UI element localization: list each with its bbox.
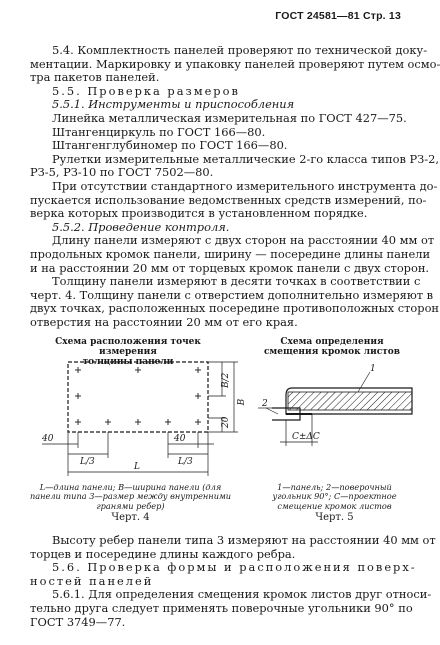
caption-line: Схема расположения точек измерения — [55, 337, 201, 357]
text-line: торцев и посередине длины каждого ребра. — [30, 546, 296, 561]
section-after-figures — [30, 533, 436, 629]
figure-5-caption — [252, 337, 412, 357]
text-line: пускается использование ведомственных средств измерений, по- — [30, 192, 427, 207]
legend-line: угольник 90°; C—проектное — [272, 491, 397, 502]
caption-line: толщины панели — [82, 357, 174, 367]
legend-line: смещение кромок листов — [277, 500, 392, 511]
text-line: Линейка металлическая измерительная по ГОСТ 427—75. — [52, 110, 407, 125]
text-line: Высоту ребер панели типа 3 измеряют на расстоянии 40 мм от — [52, 533, 436, 547]
text-line: ГОСТ 3749—77. — [30, 614, 126, 629]
dim-40-left: 40 — [42, 434, 54, 444]
text-line: отверстия на расстоянии 20 мм от его края. — [30, 314, 298, 329]
dim-20-label: 20 — [221, 416, 231, 428]
legend-line: L—длина панели; B—ширина панели (для — [39, 482, 222, 492]
dim-c-label: C±ΔC — [292, 432, 320, 442]
mark-2: 2 — [262, 399, 268, 409]
panel-core — [288, 392, 412, 410]
text-line: РЗ-5, РЗ-10 по ГОСТ 7502—80. — [30, 165, 214, 180]
heading-5-5-2: 5.5.2. Проведение контроля. — [52, 219, 230, 234]
text-line: тельно друга следует применять поверочные угольники 90° по — [30, 600, 413, 615]
text-line: Рулетки измерительные металлические 2-го класса типов РЗ-2, — [52, 151, 439, 166]
text-line: и на расстоянии 20 мм от торцевых кромок панели с двух сторон. — [30, 260, 430, 275]
text-line: 5.6.1. Для определения смещения кромок листов друг относи- — [52, 587, 432, 602]
text-line: тра пакетов панелей. — [30, 70, 160, 85]
figure-5-label: Черт. 5 — [315, 512, 354, 523]
dim-40-right: 40 — [174, 434, 186, 444]
heading-5-5: 5.5. Проверка размеров — [52, 83, 240, 98]
text-line: верка которых производится в установленном порядке. — [30, 206, 368, 221]
legend-line: 1—панель; 2—поверочный — [277, 482, 392, 492]
figure-5-drawing — [252, 362, 417, 482]
text-line: 5.4. Комплектность панелей проверяют по технической доку- — [52, 43, 428, 57]
text-line: двух точках, расположенных посередине противоположных сторон — [30, 301, 440, 316]
page-header: ГОСТ 24581—81 Стр. 13 — [275, 10, 401, 22]
mark-1: 1 — [370, 364, 376, 374]
heading-5-6-cont: ностей панелей — [30, 573, 154, 588]
caption-line: Схема определения — [280, 337, 384, 347]
text-line: Штангенглубиномер по ГОСТ 166—80. — [52, 138, 288, 153]
legend-line: панели типа 3—размер между внутренними — [29, 491, 232, 502]
text-line: Толщину панели измеряют в десяти точках в соответствии с — [52, 274, 421, 289]
figure-4-drawing — [28, 358, 247, 483]
legend-line: гранями ребер) — [96, 500, 165, 511]
caption-line: смещения кромок листов — [263, 347, 401, 357]
text-line: Длину панели измеряют с двух сторон на расстоянии 40 мм от — [52, 233, 435, 248]
section-5-4 — [30, 43, 440, 329]
dim-l3-right: L/3 — [178, 457, 193, 467]
figure-4-legend — [28, 483, 233, 511]
heading-5-6: 5.6. Проверка формы и расположения поверх- — [52, 560, 417, 575]
dim-b-label: B — [237, 398, 247, 406]
text-line: Штангенциркуль по ГОСТ 166—80. — [52, 124, 266, 139]
dim-l3-left: L/3 — [80, 457, 95, 467]
text-line: ментации. Маркировку и упаковку панелей проверяют путем осмо- — [30, 56, 440, 71]
text-line: При отсутствии стандартного измерительного инструмента до- — [52, 178, 438, 193]
measurement-points — [75, 367, 201, 425]
dim-l-label: L — [134, 462, 140, 472]
text-line: продольных кромок панели, ширину — посередине длины панели — [30, 246, 431, 261]
figure-4-label: Черт. 4 — [111, 512, 150, 523]
figure-5-legend — [252, 483, 417, 511]
text-line: черт. 4. Толщину панели с отверстием дополнительно измеряют в — [30, 287, 434, 302]
dim-b2-label: B/2 — [221, 372, 231, 388]
heading-5-5-1: 5.5.1. Инструменты и приспособления — [52, 97, 295, 112]
